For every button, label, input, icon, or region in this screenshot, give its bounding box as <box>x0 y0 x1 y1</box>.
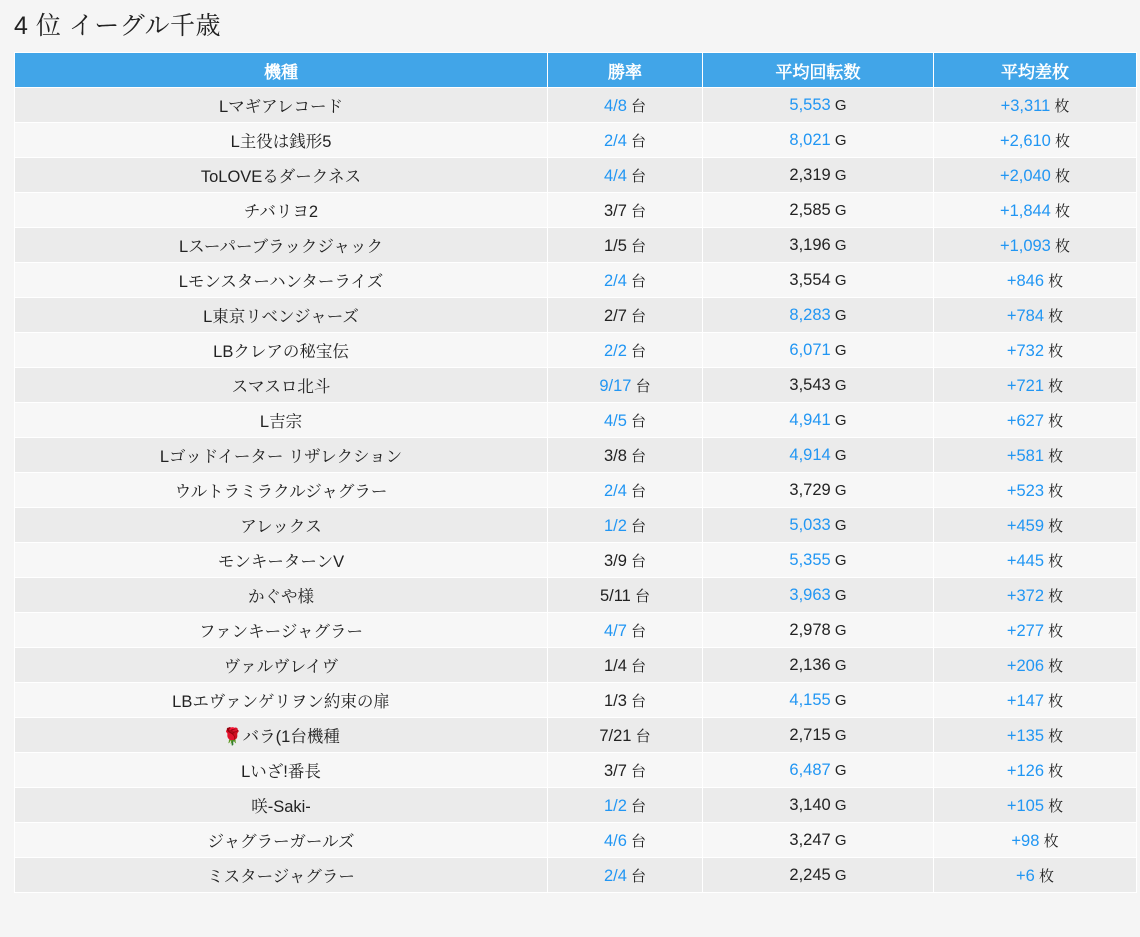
cell-winrate <box>548 473 703 508</box>
cell-avg-diff <box>934 438 1137 473</box>
table-header <box>15 53 1137 88</box>
cell-avg-diff <box>934 263 1137 298</box>
cell-avg-diff-value: +581 <box>1006 446 1044 465</box>
cell-machine-name: L主役は銭形5 <box>15 123 548 158</box>
cell-avg-spins-value: 8,021 <box>789 130 831 149</box>
cell-avg-spins-value: 2,978 <box>789 620 831 639</box>
cell-winrate <box>548 193 703 228</box>
cell-machine-name: Lゴッドイーター リザレクション <box>15 438 548 473</box>
unit-mai: 枚 <box>1044 272 1064 290</box>
cell-winrate <box>548 158 703 193</box>
cell-avg-diff-value: +523 <box>1006 481 1044 500</box>
cell-avg-diff-value: +126 <box>1006 761 1044 780</box>
unit-dai: 台 <box>626 132 647 150</box>
unit-dai: 台 <box>630 587 651 605</box>
unit-g: G <box>830 761 847 779</box>
table-row <box>15 508 1137 543</box>
cell-avg-diff-value: +6 <box>1016 866 1035 885</box>
table-row <box>15 438 1137 473</box>
cell-winrate <box>548 543 703 578</box>
cell-winrate-value: 1/5 <box>603 236 627 255</box>
unit-mai: 枚 <box>1044 622 1064 640</box>
cell-avg-spins-value: 2,245 <box>789 865 831 884</box>
cell-avg-diff-value: +1,093 <box>999 236 1051 255</box>
cell-avg-spins-value: 2,319 <box>789 165 831 184</box>
cell-avg-spins <box>703 263 934 298</box>
cell-winrate <box>548 718 703 753</box>
cell-winrate-value: 4/8 <box>603 96 627 115</box>
unit-dai: 台 <box>626 517 647 535</box>
cell-machine-name: LBエヴァンゲリヲン約束の扉 <box>15 683 548 718</box>
cell-winrate-value: 2/4 <box>603 271 627 290</box>
cell-winrate-value: 1/3 <box>603 691 627 710</box>
unit-mai: 枚 <box>1034 867 1054 885</box>
cell-machine-name: アレックス <box>15 508 548 543</box>
unit-mai: 枚 <box>1044 447 1064 465</box>
unit-g: G <box>830 236 847 254</box>
cell-winrate <box>548 263 703 298</box>
unit-dai: 台 <box>631 727 651 745</box>
cell-avg-spins-value: 2,136 <box>789 655 831 674</box>
cell-avg-diff-value: +3,311 <box>1000 96 1051 115</box>
unit-mai: 枚 <box>1039 832 1059 850</box>
unit-mai: 枚 <box>1050 97 1070 115</box>
cell-avg-diff-value: +277 <box>1006 621 1044 640</box>
cell-winrate <box>548 823 703 858</box>
cell-avg-diff <box>934 473 1137 508</box>
cell-winrate-value: 5/11 <box>599 586 631 605</box>
cell-avg-spins <box>703 88 934 123</box>
cell-avg-spins <box>703 403 934 438</box>
cell-winrate <box>548 788 703 823</box>
unit-g: G <box>830 866 847 884</box>
cell-avg-diff <box>934 508 1137 543</box>
cell-avg-spins <box>703 333 934 368</box>
cell-avg-spins-value: 4,155 <box>789 690 831 709</box>
table-row <box>15 683 1137 718</box>
table-row <box>15 368 1137 403</box>
table-row <box>15 858 1137 893</box>
cell-machine-name: Lいざ!番長 <box>15 753 548 788</box>
unit-g: G <box>830 726 847 744</box>
cell-winrate-value: 2/2 <box>603 341 627 360</box>
cell-machine-name: モンキーターンV <box>15 543 548 578</box>
cell-winrate-value: 3/9 <box>603 551 627 570</box>
cell-winrate <box>548 613 703 648</box>
unit-dai: 台 <box>626 867 647 885</box>
unit-mai: 枚 <box>1044 797 1064 815</box>
cell-winrate-value: 2/4 <box>603 131 627 150</box>
cell-winrate-value: 9/17 <box>599 376 632 395</box>
cell-avg-diff <box>934 368 1137 403</box>
cell-winrate <box>548 333 703 368</box>
cell-winrate-value: 3/7 <box>603 761 627 780</box>
cell-winrate <box>548 683 703 718</box>
cell-avg-spins <box>703 543 934 578</box>
unit-g: G <box>830 831 847 849</box>
cell-avg-diff-value: +846 <box>1006 271 1044 290</box>
cell-avg-diff-value: +2,040 <box>999 166 1051 185</box>
cell-avg-spins <box>703 193 934 228</box>
cell-avg-diff <box>934 648 1137 683</box>
cell-avg-spins-value: 3,543 <box>789 375 831 394</box>
table-row <box>15 788 1137 823</box>
cell-avg-diff <box>934 403 1137 438</box>
cell-winrate <box>548 438 703 473</box>
unit-dai: 台 <box>626 622 647 640</box>
table-row <box>15 158 1137 193</box>
cell-avg-diff-value: +459 <box>1006 516 1044 535</box>
unit-g: G <box>830 306 847 324</box>
unit-dai: 台 <box>626 237 647 255</box>
cell-avg-spins-value: 5,553 <box>789 95 831 114</box>
cell-avg-diff-value: +721 <box>1006 376 1044 395</box>
cell-winrate <box>548 858 703 893</box>
cell-avg-spins <box>703 788 934 823</box>
cell-avg-diff-value: +445 <box>1006 551 1044 570</box>
table-header-row <box>15 53 1137 88</box>
cell-avg-diff-value: +2,610 <box>999 131 1051 150</box>
cell-avg-diff-value: +98 <box>1011 831 1040 850</box>
cell-avg-diff <box>934 228 1137 263</box>
cell-machine-name: スマスロ北斗 <box>15 368 548 403</box>
unit-g: G <box>830 376 847 394</box>
table-row <box>15 123 1137 158</box>
table-row <box>15 228 1137 263</box>
cell-machine-name: ウルトラミラクルジャグラー <box>15 473 548 508</box>
cell-winrate-value: 1/2 <box>603 796 627 815</box>
cell-winrate <box>548 508 703 543</box>
unit-dai: 台 <box>626 552 647 570</box>
machine-stats-table <box>14 52 1137 893</box>
cell-avg-diff-value: +732 <box>1006 341 1044 360</box>
unit-mai: 枚 <box>1044 377 1064 395</box>
cell-winrate <box>548 578 703 613</box>
cell-winrate-value: 2/7 <box>603 306 627 325</box>
cell-avg-spins <box>703 648 934 683</box>
table-body <box>15 88 1137 893</box>
cell-avg-spins-value: 2,585 <box>789 200 831 219</box>
column-header-avg-diff: 平均差枚 <box>934 53 1137 88</box>
table-row <box>15 718 1137 753</box>
cell-avg-spins-value: 3,554 <box>789 270 831 289</box>
unit-g: G <box>830 516 847 534</box>
cell-avg-spins-value: 2,715 <box>789 725 831 744</box>
cell-avg-diff-value: +1,844 <box>999 201 1051 220</box>
cell-avg-spins-value: 6,071 <box>789 340 831 359</box>
unit-mai: 枚 <box>1044 517 1064 535</box>
cell-machine-name: かぐや様 <box>15 578 548 613</box>
cell-machine-name: 咲-Saki- <box>15 788 548 823</box>
unit-g: G <box>830 341 847 359</box>
cell-avg-spins <box>703 368 934 403</box>
cell-avg-spins <box>703 438 934 473</box>
cell-winrate <box>548 123 703 158</box>
cell-avg-spins <box>703 158 934 193</box>
cell-avg-spins-value: 6,487 <box>789 760 831 779</box>
cell-avg-diff-value: +372 <box>1006 586 1044 605</box>
cell-avg-spins <box>703 473 934 508</box>
unit-mai: 枚 <box>1044 692 1064 710</box>
cell-machine-name: 🌹バラ(1台機種 <box>15 718 548 753</box>
cell-avg-diff-value: +147 <box>1006 691 1044 710</box>
table-row <box>15 753 1137 788</box>
cell-winrate-value: 2/4 <box>603 481 627 500</box>
unit-dai: 台 <box>626 692 647 710</box>
cell-machine-name: ヴァルヴレイヴ <box>15 648 548 683</box>
unit-g: G <box>830 131 847 149</box>
cell-avg-diff <box>934 718 1137 753</box>
unit-dai: 台 <box>626 797 647 815</box>
cell-avg-diff <box>934 88 1137 123</box>
unit-g: G <box>830 271 847 289</box>
cell-avg-diff-value: +105 <box>1006 796 1044 815</box>
unit-mai: 枚 <box>1050 202 1071 220</box>
table-row <box>15 333 1137 368</box>
table-row <box>15 298 1137 333</box>
cell-avg-diff <box>934 613 1137 648</box>
unit-mai: 枚 <box>1044 657 1064 675</box>
cell-winrate-value: 7/21 <box>599 726 632 745</box>
unit-dai: 台 <box>626 482 647 500</box>
cell-avg-spins <box>703 718 934 753</box>
cell-avg-diff <box>934 578 1137 613</box>
cell-winrate-value: 1/4 <box>603 656 627 675</box>
unit-dai: 台 <box>626 447 647 465</box>
cell-machine-name: ジャグラーガールズ <box>15 823 548 858</box>
cell-avg-diff <box>934 158 1137 193</box>
cell-avg-diff <box>934 788 1137 823</box>
cell-machine-name: L東京リベンジャーズ <box>15 298 548 333</box>
unit-dai: 台 <box>626 412 647 430</box>
cell-avg-spins-value: 5,033 <box>789 515 831 534</box>
cell-winrate <box>548 753 703 788</box>
cell-avg-diff <box>934 298 1137 333</box>
cell-winrate <box>548 368 703 403</box>
cell-machine-name: チバリヨ2 <box>15 193 548 228</box>
cell-machine-name: ToLOVEるダークネス <box>15 158 548 193</box>
cell-avg-spins <box>703 823 934 858</box>
unit-mai: 枚 <box>1050 167 1071 185</box>
unit-dai: 台 <box>626 307 647 325</box>
unit-g: G <box>830 166 847 184</box>
cell-avg-diff <box>934 543 1137 578</box>
cell-avg-spins-value: 4,914 <box>789 445 831 464</box>
cell-avg-diff-value: +784 <box>1006 306 1044 325</box>
unit-g: G <box>830 201 847 219</box>
unit-mai: 枚 <box>1044 727 1064 745</box>
cell-machine-name: Lスーパーブラックジャック <box>15 228 548 263</box>
unit-g: G <box>830 656 847 674</box>
unit-mai: 枚 <box>1044 342 1064 360</box>
table-row <box>15 823 1137 858</box>
unit-g: G <box>830 411 847 429</box>
cell-winrate <box>548 228 703 263</box>
cell-machine-name: L吉宗 <box>15 403 548 438</box>
cell-avg-spins-value: 5,355 <box>789 550 831 569</box>
cell-machine-name: ミスタージャグラー <box>15 858 548 893</box>
unit-g: G <box>830 551 847 569</box>
cell-avg-spins <box>703 508 934 543</box>
cell-machine-name: ファンキージャグラー <box>15 613 548 648</box>
cell-avg-spins-value: 3,196 <box>789 235 831 254</box>
unit-dai: 台 <box>631 377 651 395</box>
cell-winrate <box>548 88 703 123</box>
unit-g: G <box>830 586 847 604</box>
unit-mai: 枚 <box>1044 412 1064 430</box>
cell-avg-spins <box>703 858 934 893</box>
unit-dai: 台 <box>626 342 647 360</box>
cell-winrate-value: 4/7 <box>603 621 627 640</box>
cell-avg-spins-value: 8,283 <box>789 305 831 324</box>
table-row <box>15 543 1137 578</box>
unit-mai: 枚 <box>1044 307 1064 325</box>
table-row <box>15 88 1137 123</box>
unit-mai: 枚 <box>1044 482 1064 500</box>
cell-avg-diff <box>934 858 1137 893</box>
unit-mai: 枚 <box>1044 552 1064 570</box>
column-header-winrate: 勝率 <box>548 53 703 88</box>
cell-winrate <box>548 298 703 333</box>
unit-g: G <box>830 621 847 639</box>
cell-avg-diff-value: +627 <box>1006 411 1044 430</box>
cell-winrate-value: 4/4 <box>603 166 627 185</box>
column-header-machine: 機種 <box>15 53 548 88</box>
cell-avg-spins-value: 3,729 <box>789 480 831 499</box>
unit-g: G <box>830 446 847 464</box>
cell-avg-diff <box>934 823 1137 858</box>
column-header-avg-spins: 平均回転数 <box>703 53 934 88</box>
cell-avg-diff-value: +135 <box>1006 726 1044 745</box>
table-row <box>15 193 1137 228</box>
cell-avg-spins-value: 3,247 <box>789 830 831 849</box>
unit-dai: 台 <box>626 202 647 220</box>
table-row <box>15 578 1137 613</box>
cell-avg-diff <box>934 193 1137 228</box>
cell-machine-name: LBクレアの秘宝伝 <box>15 333 548 368</box>
cell-avg-spins <box>703 123 934 158</box>
unit-mai: 枚 <box>1050 237 1071 255</box>
unit-g: G <box>830 481 847 499</box>
unit-dai: 台 <box>626 832 647 850</box>
cell-winrate-value: 4/6 <box>603 831 627 850</box>
cell-avg-spins <box>703 228 934 263</box>
cell-avg-diff <box>934 333 1137 368</box>
cell-winrate-value: 3/8 <box>603 446 627 465</box>
cell-avg-spins <box>703 683 934 718</box>
unit-g: G <box>830 691 847 709</box>
page-title: 4 位 イーグル千歳 <box>14 12 222 40</box>
unit-mai: 枚 <box>1044 762 1064 780</box>
cell-winrate-value: 1/2 <box>603 516 627 535</box>
cell-avg-spins-value: 3,963 <box>789 585 831 604</box>
cell-avg-spins <box>703 613 934 648</box>
unit-dai: 台 <box>626 167 647 185</box>
table-row <box>15 613 1137 648</box>
cell-winrate-value: 4/5 <box>603 411 627 430</box>
cell-winrate-value: 3/7 <box>603 201 627 220</box>
cell-winrate <box>548 403 703 438</box>
table-row <box>15 263 1137 298</box>
unit-dai: 台 <box>626 272 647 290</box>
cell-avg-spins <box>703 578 934 613</box>
cell-avg-spins <box>703 753 934 788</box>
unit-dai: 台 <box>626 762 647 780</box>
cell-avg-diff <box>934 683 1137 718</box>
cell-avg-spins-value: 3,140 <box>789 795 831 814</box>
cell-machine-name: Lマギアレコード <box>15 88 548 123</box>
unit-g: G <box>830 96 847 114</box>
table-row <box>15 648 1137 683</box>
unit-g: G <box>830 796 847 814</box>
cell-avg-spins <box>703 298 934 333</box>
unit-dai: 台 <box>626 97 647 115</box>
unit-mai: 枚 <box>1050 132 1071 150</box>
cell-avg-spins-value: 4,941 <box>789 410 831 429</box>
cell-avg-diff-value: +206 <box>1006 656 1044 675</box>
cell-avg-diff <box>934 753 1137 788</box>
unit-mai: 枚 <box>1044 587 1064 605</box>
cell-winrate-value: 2/4 <box>603 866 627 885</box>
cell-avg-diff <box>934 123 1137 158</box>
unit-dai: 台 <box>626 657 647 675</box>
cell-machine-name: Lモンスターハンターライズ <box>15 263 548 298</box>
table-row <box>15 473 1137 508</box>
table-row <box>15 403 1137 438</box>
cell-winrate <box>548 648 703 683</box>
